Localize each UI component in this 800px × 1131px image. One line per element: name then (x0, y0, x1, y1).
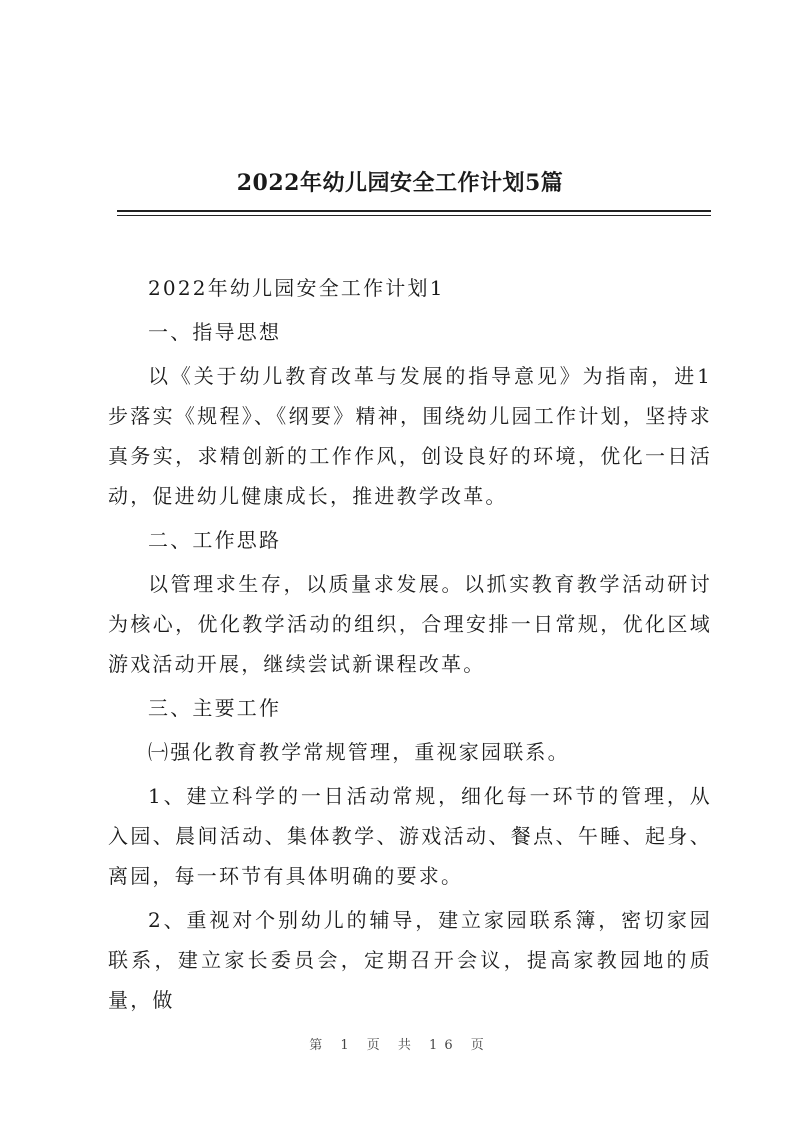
section-heading: 2022年幼儿园安全工作计划1 (148, 276, 445, 300)
body-paragraph: ㈠强化教育教学常规管理，重视家园联系。 (148, 740, 570, 764)
section-heading: 三、主要工作 (148, 696, 282, 720)
section-heading: 二、工作思路 (148, 528, 282, 552)
title-divider (117, 210, 711, 212)
body-paragraph: 1、建立科学的一日活动常规，细化每一环节的管理，从入园、晨间活动、集体教学、游戏活动、餐点、午睡、起身、离园，每一环节有具体明确的要求。 (108, 784, 712, 888)
title-divider-thin (117, 215, 711, 216)
page-footer: 第 1 页 共 16 页 (309, 1038, 491, 1053)
body-paragraph: 以《关于幼儿教育改革与发展的指导意见》为指南，进1步落实《规程》、《纲要》精神，围绕幼儿园工作计划，坚持求真务实，求精创新的工作作风，创设良好的环境，优化一日活动，促进幼儿健康成长，推进教学改革。 (108, 364, 712, 508)
document-body (108, 268, 712, 1024)
document-title: 2022年幼儿园安全工作计划5篇 (236, 170, 564, 196)
body-paragraph: 以管理求生存，以质量求发展。以抓实教育教学活动研讨为核心，优化教学活动的组织，合理安排一日常规，优化区域游戏活动开展，继续尝试新课程改革。 (108, 572, 712, 676)
body-paragraph: 2、重视对个别幼儿的辅导，建立家园联系簿，密切家园联系，建立家长委员会，定期召开会议，提高家教园地的质量，做 (108, 908, 712, 1012)
section-heading: 一、指导思想 (148, 320, 282, 344)
